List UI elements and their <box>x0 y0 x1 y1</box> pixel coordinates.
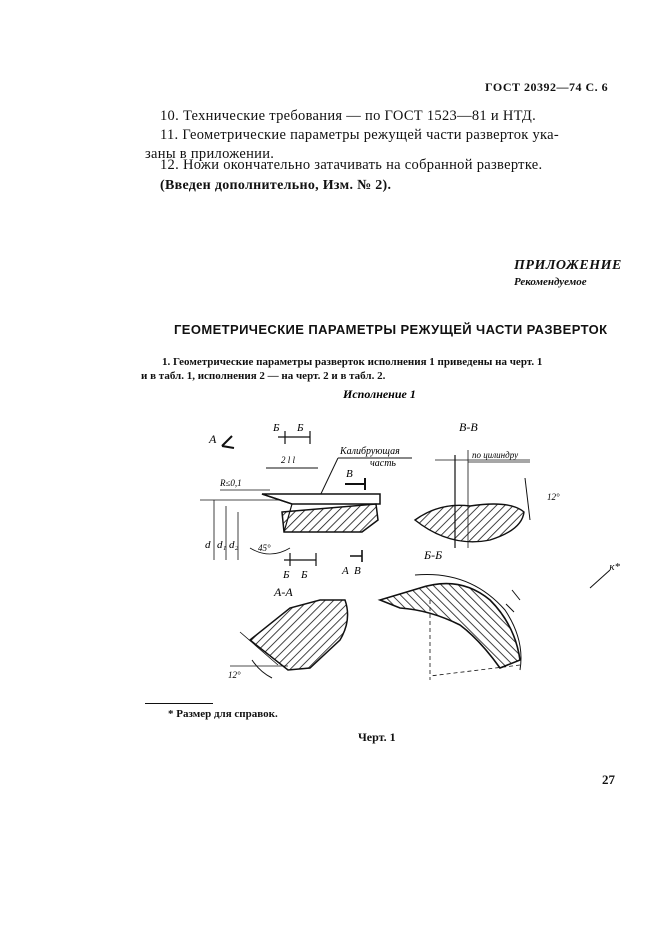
footnote-rule <box>145 703 213 704</box>
dim-d1: d₁ <box>217 539 227 551</box>
section-aa-label: А-А <box>274 585 293 599</box>
footnote: * Размер для справок. <box>168 708 278 720</box>
a-label-bottom: А <box>342 565 349 577</box>
section-vv-shape <box>415 504 524 542</box>
amendment-note: (Введен дополнительно, Изм. № 2). <box>160 178 392 193</box>
technical-drawing <box>0 380 661 700</box>
page-number: 27 <box>602 772 615 787</box>
calibrating-label: Калибрующая <box>340 446 400 457</box>
section-bb-shape <box>380 584 520 668</box>
appendix-label: ПРИЛОЖЕНИЕ <box>514 258 622 273</box>
intro-line2: и в табл. 1, исполнения 2 — на черт. 2 и в табл. 2. <box>141 370 386 382</box>
view-a-label: А <box>209 432 217 446</box>
figure-caption: Черт. 1 <box>358 730 396 744</box>
paragraph-11-line2: заны в приложении. <box>145 146 275 162</box>
section-vv-label: В-В <box>459 420 478 434</box>
reamer-blade-section <box>282 504 378 532</box>
cylinder-label: по цилиндру <box>472 450 519 460</box>
paragraph-10: 10. Технические требования — по ГОСТ 1523—81 и НТД. <box>160 108 537 124</box>
paragraph-12: 12. Ножи окончательно затачивать на собранной развертке. <box>160 157 543 173</box>
b-label-left: Б <box>273 422 280 434</box>
calibrating-label2: часть <box>370 458 396 469</box>
length-dims: 2 l l <box>281 455 296 465</box>
execution-label: Исполнение 1 <box>343 387 416 401</box>
section-bb-label: Б-Б <box>424 548 443 562</box>
v-label-bottom: В <box>354 565 361 577</box>
angle-45: 45° <box>258 543 271 553</box>
v-label-top: В <box>346 468 353 480</box>
dim-d2: d₂ <box>229 539 239 551</box>
appendix-title: ГЕОМЕТРИЧЕСКИЕ ПАРАМЕТРЫ РЕЖУЩЕЙ ЧАСТИ РАЗВЕРТОК <box>174 322 608 337</box>
angle-12-right: 12° <box>547 492 560 502</box>
paragraph-11-line1: 11. Геометрические параметры режущей части разверток ука- <box>160 127 560 143</box>
k-label: к* <box>609 561 620 573</box>
section-aa-shape <box>250 600 348 670</box>
b-label-bottom-right: Б <box>301 569 308 581</box>
b-label-bottom-left: Б <box>283 569 290 581</box>
b-label-right: Б <box>297 422 304 434</box>
document-header: ГОСТ 20392—74 С. 6 <box>485 80 609 94</box>
radius-label: R≤0,1 <box>220 478 242 488</box>
appendix-status: Рекомендуемое <box>514 276 587 288</box>
angle-12-left: 12° <box>228 670 241 680</box>
view-a-arrow <box>222 436 234 448</box>
intro-line1: 1. Геометрические параметры разверток исполнения 1 приведены на черт. 1 <box>162 356 543 368</box>
dim-d: d <box>205 539 211 551</box>
